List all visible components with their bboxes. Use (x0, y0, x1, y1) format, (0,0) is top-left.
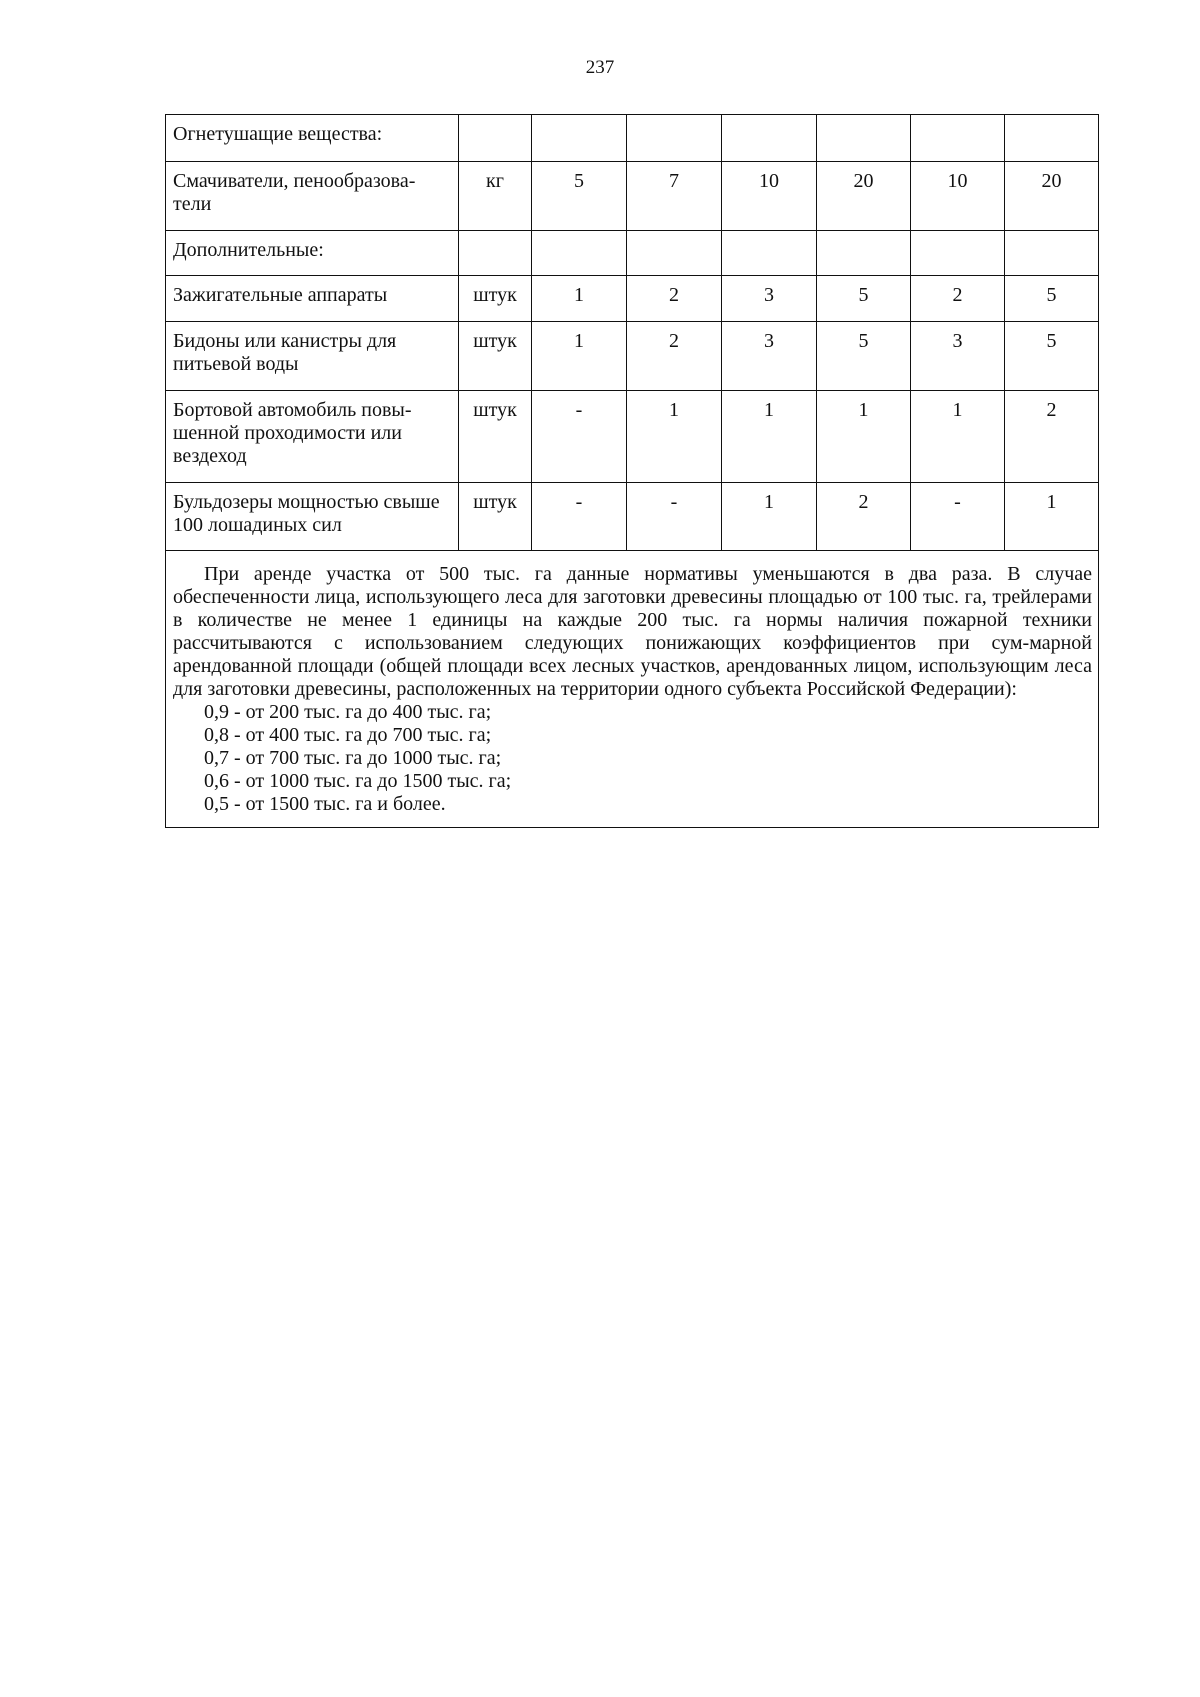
coefficient-list (173, 701, 1092, 816)
row-value: - (532, 391, 627, 483)
row-value: 10 (911, 162, 1005, 231)
row-unit: штук (459, 322, 532, 391)
row-value: 20 (1005, 162, 1099, 231)
table-row (166, 115, 1099, 162)
row-value (911, 115, 1005, 162)
row-name: Зажигательные аппараты (166, 276, 459, 322)
row-value (911, 231, 1005, 276)
row-value (1005, 115, 1099, 162)
row-value: 1 (532, 276, 627, 322)
coefficient-item: 0,7 - от 700 тыс. га до 1000 тыс. га; (204, 747, 502, 769)
row-value (532, 115, 627, 162)
row-name: Дополнительные: (166, 231, 459, 276)
row-value: 1 (532, 322, 627, 391)
note-cell (166, 551, 1099, 828)
table-row (166, 162, 1099, 231)
row-value: 10 (722, 162, 817, 231)
row-value: 1 (627, 391, 722, 483)
row-value: - (911, 483, 1005, 551)
row-value: - (627, 483, 722, 551)
row-unit: штук (459, 276, 532, 322)
row-name: Огнетушащие вещества: (166, 115, 459, 162)
coefficient-item: 0,9 - от 200 тыс. га до 400 тыс. га; (204, 701, 492, 723)
row-value: 3 (722, 276, 817, 322)
row-name: Бидоны или канистры для питьевой воды (166, 322, 459, 391)
row-value: 1 (722, 391, 817, 483)
row-value (532, 231, 627, 276)
row-unit (459, 115, 532, 162)
row-value: 5 (817, 276, 911, 322)
row-value: - (532, 483, 627, 551)
row-value: 3 (722, 322, 817, 391)
row-value: 2 (627, 322, 722, 391)
row-value (627, 231, 722, 276)
equipment-norms-table (165, 114, 1099, 828)
row-value: 2 (627, 276, 722, 322)
coefficient-item: 0,8 - от 400 тыс. га до 700 тыс. га; (204, 724, 492, 746)
note-row (166, 551, 1099, 828)
row-value (817, 231, 911, 276)
row-unit: кг (459, 162, 532, 231)
table-row (166, 322, 1099, 391)
row-value (817, 115, 911, 162)
row-value: 2 (817, 483, 911, 551)
row-value (722, 231, 817, 276)
row-value: 2 (1005, 391, 1099, 483)
row-name: Смачиватели, пенообразова-тели (166, 162, 459, 231)
row-value: 1 (1005, 483, 1099, 551)
row-name: Бульдозеры мощностью свыше 100 лошадиных сил (166, 483, 459, 551)
row-value: 1 (722, 483, 817, 551)
row-value: 1 (817, 391, 911, 483)
row-unit: штук (459, 391, 532, 483)
row-value (722, 115, 817, 162)
table-row (166, 391, 1099, 483)
row-value: 5 (1005, 276, 1099, 322)
table-row (166, 276, 1099, 322)
row-unit (459, 231, 532, 276)
row-value: 1 (911, 391, 1005, 483)
row-value: 5 (1005, 322, 1099, 391)
row-value: 3 (911, 322, 1005, 391)
row-value: 5 (532, 162, 627, 231)
row-value (627, 115, 722, 162)
row-value: 5 (817, 322, 911, 391)
table-row (166, 231, 1099, 276)
note-paragraph: При аренде участка от 500 тыс. га данные нормативы уменьшаются в два раза. В случае обеспеченности лица, использующего леса для заготовки древесины площадью от 100 тыс. га, трейлерами в количестве не менее 1 единицы на каждые 200 тыс. га нормы наличия пожарной техники рассчитываются с использованием следующих понижающих коэффициентов при сум-марной арендованной площади (общей площади всех лесных участков, арендованных лицом, использующим леса для заготовки древесины, расположенных на территории одного субъекта Российской Федерации): (173, 563, 1092, 700)
coefficient-item: 0,6 - от 1000 тыс. га до 1500 тыс. га; (204, 770, 512, 792)
coefficient-item: 0,5 - от 1500 тыс. га и более. (204, 793, 446, 815)
row-value: 2 (911, 276, 1005, 322)
row-value: 20 (817, 162, 911, 231)
row-unit: штук (459, 483, 532, 551)
table-row (166, 483, 1099, 551)
row-name: Бортовой автомобиль повы-шенной проходимости или вездеход (166, 391, 459, 483)
page-number: 237 (585, 57, 615, 78)
row-value (1005, 231, 1099, 276)
row-value: 7 (627, 162, 722, 231)
